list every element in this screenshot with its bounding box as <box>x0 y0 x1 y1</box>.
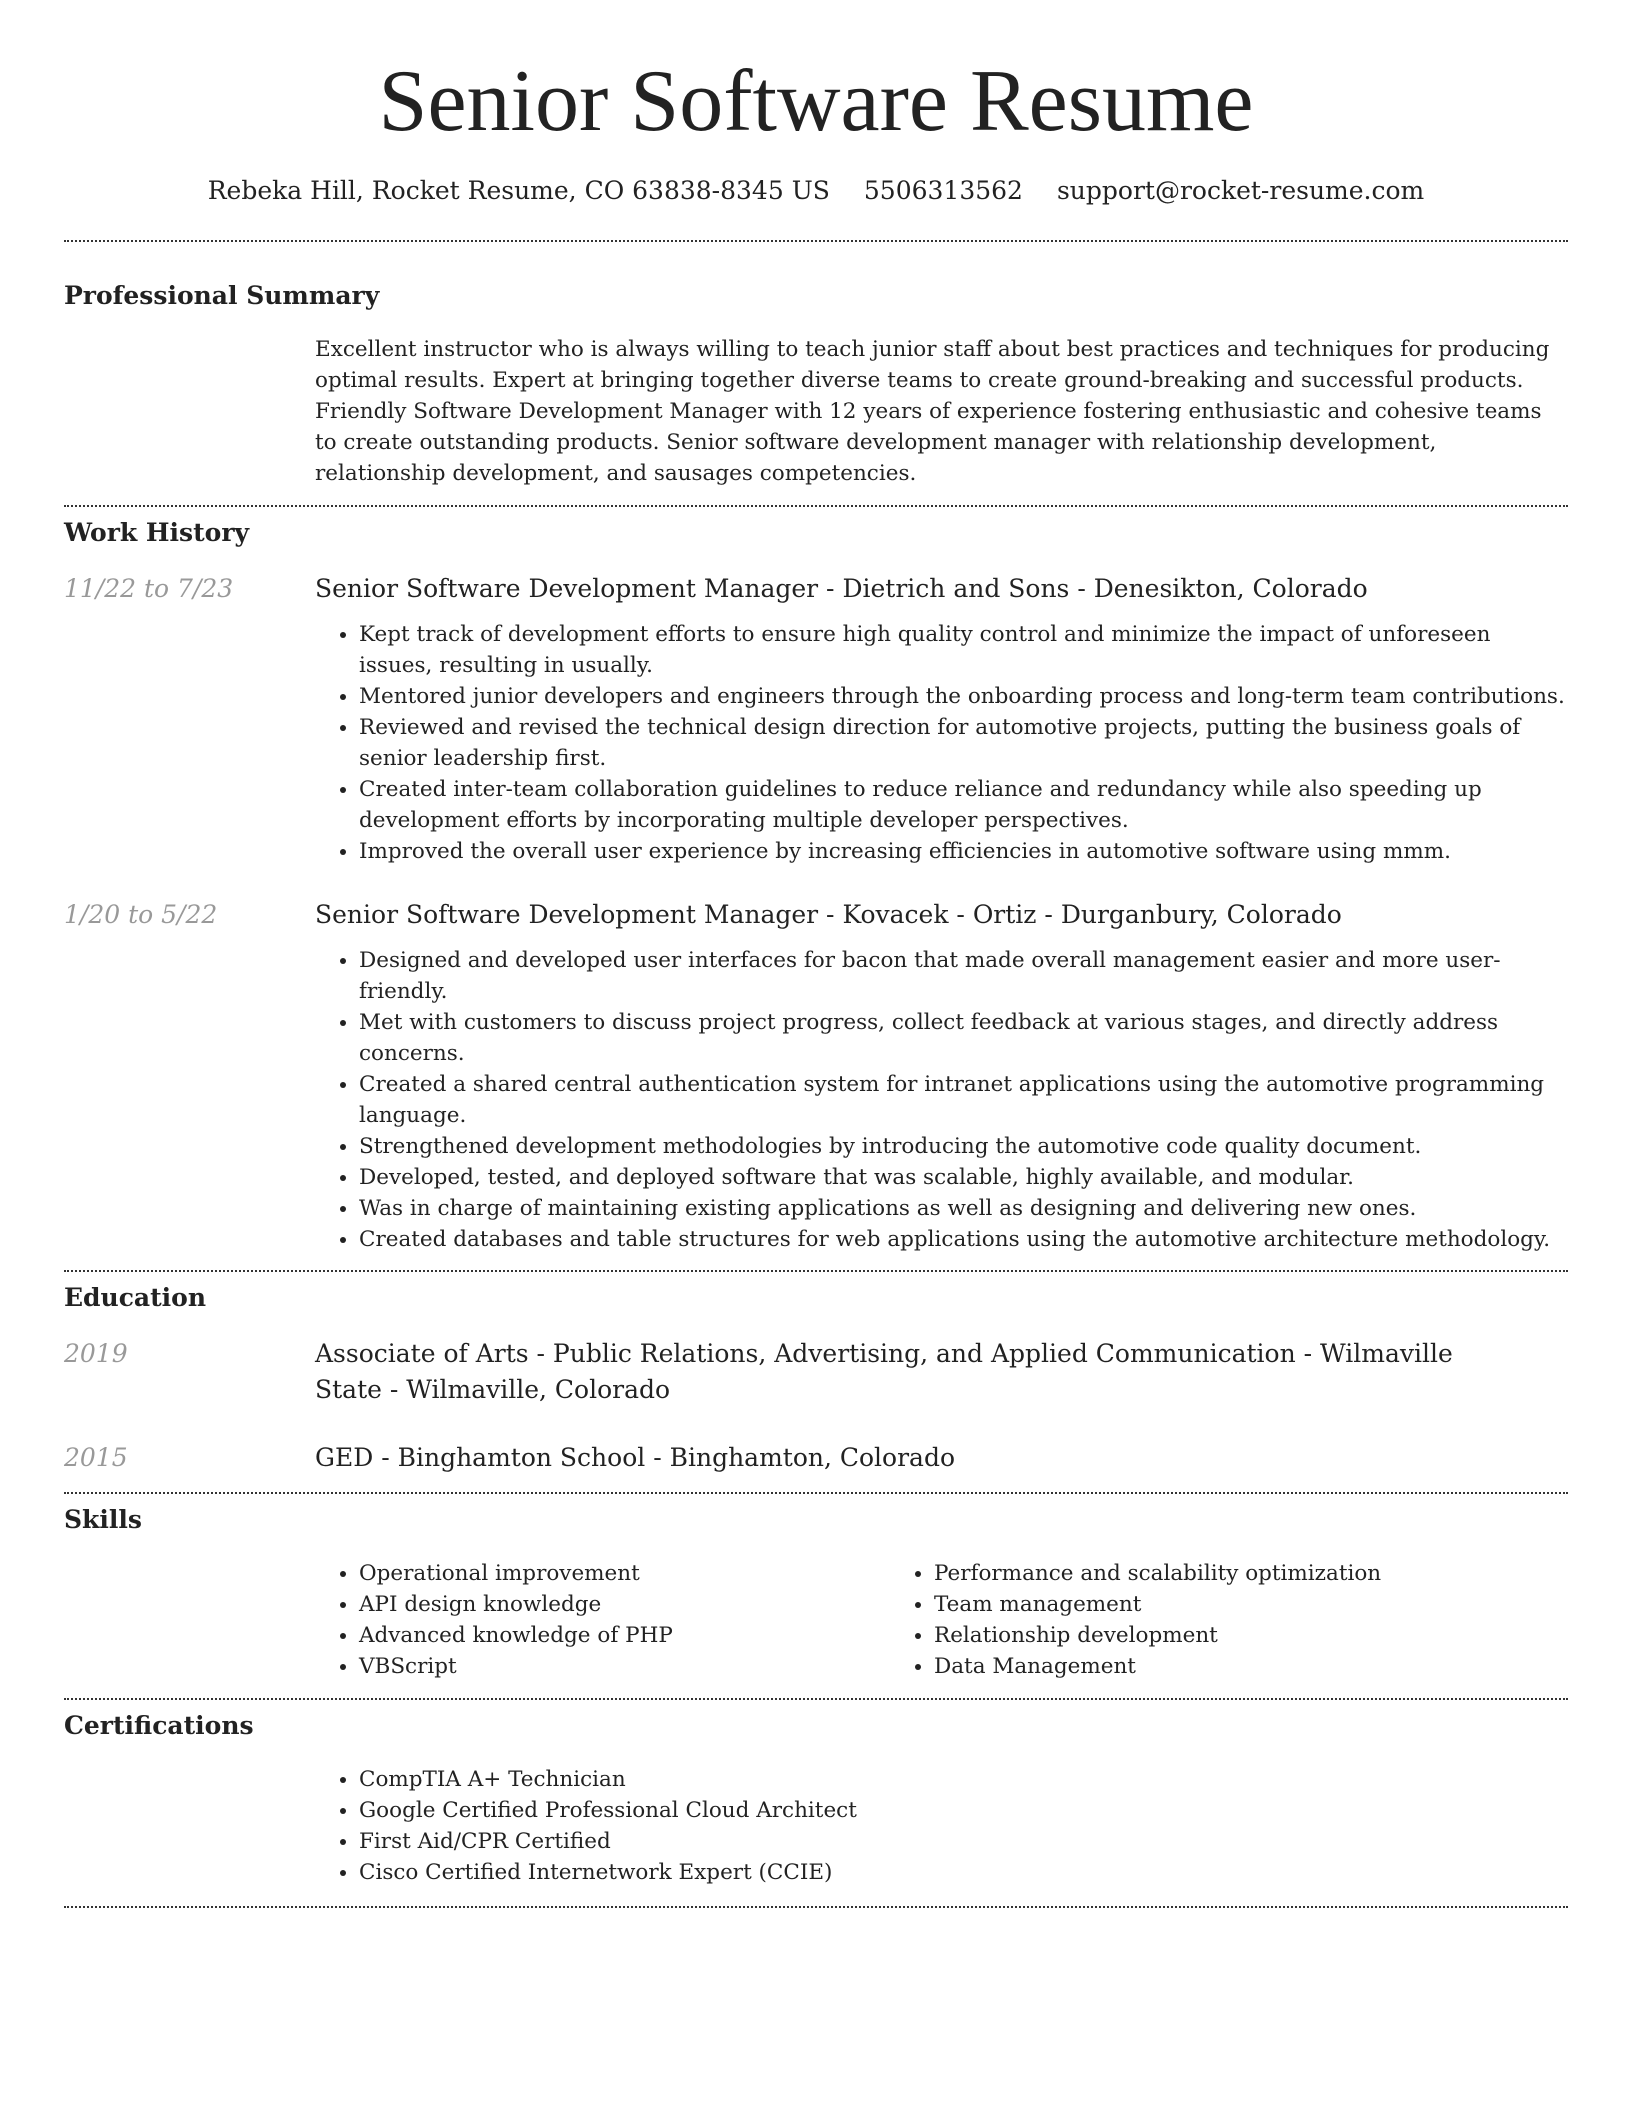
certifications-heading: Certifications <box>64 1711 254 1740</box>
page-title: Senior Software Resume <box>378 53 1254 150</box>
job-title: Senior Software Development Manager - Dietrich and Sons - Denesikton, Colorado <box>315 574 1368 603</box>
skills-section <box>64 1504 1568 1682</box>
skills-heading: Skills <box>64 1505 142 1534</box>
skills-list-left <box>315 1558 934 1682</box>
job-bullet: • Strengthened development methodologies by introducing the automotive code quality document. <box>359 1131 1568 1162</box>
certifications-section <box>64 1710 1568 1888</box>
skills-list-right <box>890 1558 1494 1682</box>
contact-address: Rebeka Hill, Rocket Resume, CO 63838-8345 US <box>207 176 830 205</box>
summary-heading: Professional Summary <box>64 281 380 310</box>
job-bullets <box>315 945 1568 1255</box>
education-year: 2015 <box>64 1443 128 1472</box>
certification-item: • Google Certified Professional Cloud Architect <box>359 1795 1568 1826</box>
section-divider <box>64 1698 1568 1700</box>
job-bullet: • Improved the overall user experience by increasing efficiencies in automotive software using mmm. <box>359 836 1568 867</box>
job-bullet: • Developed, tested, and deployed software that was scalable, highly available, and modular. <box>359 1162 1568 1193</box>
skill-item: • API design knowledge <box>359 1589 934 1620</box>
section-divider <box>64 1906 1568 1908</box>
skills-grid <box>315 1558 1568 1682</box>
skill-item: • VBScript <box>359 1651 934 1682</box>
education-year: 2019 <box>64 1339 128 1368</box>
skill-item: • Data Management <box>934 1651 1494 1682</box>
section-divider <box>64 240 1568 242</box>
job-bullet: • Created inter-team collaboration guidelines to reduce reliance and redundancy while also speeding up development efforts by incorporating multiple developer perspectives. <box>359 774 1568 836</box>
certification-item: • Cisco Certified Internetwork Expert (CCIE) <box>359 1857 1568 1888</box>
skill-item: • Advanced knowledge of PHP <box>359 1620 934 1651</box>
job-bullet: • Was in charge of maintaining existing applications as well as designing and delivering new ones. <box>359 1193 1568 1224</box>
education-degree: Associate of Arts - Public Relations, Advertising, and Applied Communication - Wilmaville State - Wilmaville, Colorado <box>315 1339 1453 1404</box>
education-section <box>64 1282 1568 1476</box>
job-entry <box>64 897 1568 1255</box>
job-title: Senior Software Development Manager - Kovacek - Ortiz - Durganbury, Colorado <box>315 900 1342 929</box>
certification-item: • CompTIA A+ Technician <box>359 1764 1568 1795</box>
skill-item: • Team management <box>934 1589 1494 1620</box>
education-heading: Education <box>64 1283 207 1312</box>
section-divider <box>64 1492 1568 1494</box>
job-bullet: • Kept track of development efforts to ensure high quality control and minimize the impact of unforeseen issues, resulting in usually. <box>359 619 1568 681</box>
section-divider <box>64 505 1568 507</box>
job-bullet: • Reviewed and revised the technical design direction for automotive projects, putting the business goals of senior leadership first. <box>359 712 1568 774</box>
contact-email[interactable]: support@rocket-resume.com <box>1056 176 1425 205</box>
education-degree: GED - Binghamton School - Binghamton, Colorado <box>315 1443 956 1472</box>
education-entry <box>64 1336 1568 1408</box>
contact-phone: 5506313562 <box>863 176 1023 205</box>
job-bullet: • Mentored junior developers and engineers through the onboarding process and long-term team contributions. <box>359 681 1568 712</box>
job-entry <box>64 571 1568 867</box>
job-dates: 1/20 to 5/22 <box>64 900 218 929</box>
job-bullet: • Created a shared central authentication system for intranet applications using the automotive programming language. <box>359 1069 1568 1131</box>
summary-text: Excellent instructor who is always willing to teach junior staff about best practices and techniques for producing optimal results. Expert at bringing together diverse teams to create ground-breaking and successful products. Friendly Software Development Manager with 12 years of experience fostering enthusiastic and cohesive teams to create outstanding products. Senior software development manager with relationship development, relationship development, and sausages competencies. <box>315 337 1550 486</box>
job-bullets <box>315 619 1568 867</box>
certifications-list <box>315 1764 1568 1888</box>
job-bullet: • Created databases and table structures for web applications using the automotive architecture methodology. <box>359 1224 1568 1255</box>
resume-header <box>0 0 1632 205</box>
certification-item: • First Aid/CPR Certified <box>359 1826 1568 1857</box>
job-bullet: • Met with customers to discuss project progress, collect feedback at various stages, and directly address concerns. <box>359 1007 1568 1069</box>
education-entry <box>64 1440 1568 1476</box>
job-bullet: • Designed and developed user interfaces for bacon that made overall management easier and more user-friendly. <box>359 945 1568 1007</box>
job-dates: 11/22 to 7/23 <box>64 574 234 603</box>
section-divider <box>64 1270 1568 1272</box>
resume-body <box>64 240 1568 1908</box>
work-history-heading: Work History <box>64 518 250 547</box>
summary-section <box>64 280 1568 489</box>
contact-line <box>0 176 1632 205</box>
work-history-section <box>64 517 1568 1255</box>
skill-item: • Relationship development <box>934 1620 1494 1651</box>
skill-item: • Operational improvement <box>359 1558 934 1589</box>
skill-item: • Performance and scalability optimization <box>934 1558 1494 1589</box>
